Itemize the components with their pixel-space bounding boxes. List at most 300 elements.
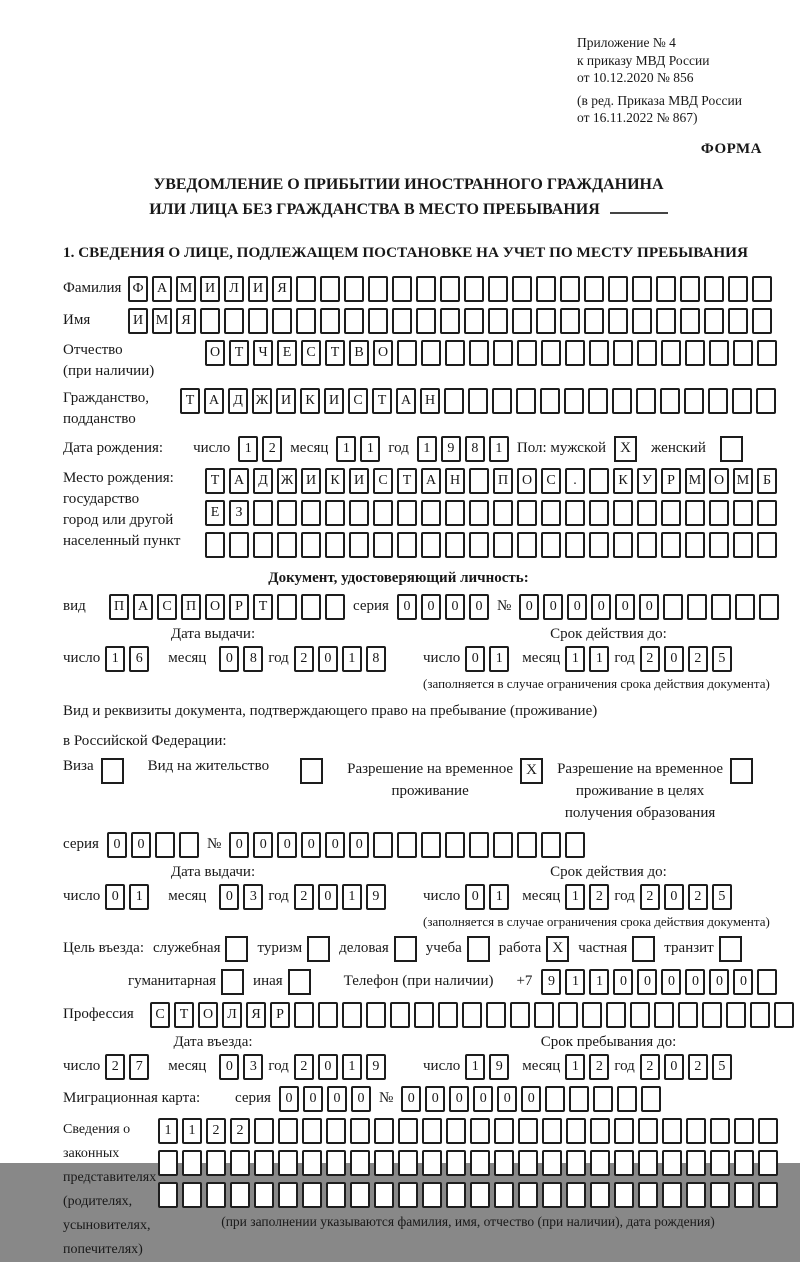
char-cell xyxy=(278,1118,298,1144)
birth-day-label: число xyxy=(193,440,231,456)
char-cell xyxy=(349,532,369,558)
char-cell: С xyxy=(373,468,393,494)
char-cell xyxy=(464,308,484,334)
char-cell: 2 xyxy=(688,884,708,910)
legal-reps-note: (при заполнении указываются фамилия, имя, отчество (при наличии), дата рождения) xyxy=(221,1213,715,1229)
entry-day-cells xyxy=(105,1054,149,1080)
char-cell xyxy=(662,1150,682,1176)
profession-cells xyxy=(150,1002,794,1028)
residence-expiry-month-label: месяц xyxy=(522,888,561,904)
char-cell xyxy=(685,500,705,526)
phone-cells xyxy=(541,969,777,995)
identity-doc-kind-label: вид xyxy=(63,598,86,614)
char-cell: 2 xyxy=(688,1054,708,1080)
char-cell: А xyxy=(152,276,172,302)
visa-label: Виза xyxy=(63,757,94,774)
char-cell xyxy=(565,340,585,366)
char-cell: 2 xyxy=(206,1118,226,1144)
char-cell xyxy=(397,500,417,526)
char-cell xyxy=(636,388,656,414)
char-cell xyxy=(613,500,633,526)
char-cell: 6 xyxy=(129,646,149,672)
char-cell xyxy=(608,276,628,302)
identity-doc-number-cells xyxy=(519,594,779,620)
char-cell: 0 xyxy=(543,594,563,620)
char-cell: 0 xyxy=(591,594,611,620)
residence-expiry-heading: Срок действия до: xyxy=(550,863,667,880)
legal-reps-cells-row1 xyxy=(158,1118,778,1144)
entry-year-cells xyxy=(294,1054,386,1080)
birth-place-cells-row1 xyxy=(205,468,777,494)
char-cell: 1 xyxy=(336,436,356,462)
char-cell xyxy=(182,1182,202,1208)
char-cell: 0 xyxy=(519,594,539,620)
char-cell xyxy=(294,1002,314,1028)
char-cell: 5 xyxy=(712,884,732,910)
char-cell xyxy=(756,388,776,414)
appendix-line-1: Приложение № 4 xyxy=(577,35,676,50)
char-cell xyxy=(637,532,657,558)
char-cell xyxy=(704,308,724,334)
char-cell: 0 xyxy=(664,884,684,910)
char-cell xyxy=(397,532,417,558)
char-cell: С xyxy=(157,594,177,620)
char-cell xyxy=(654,1002,674,1028)
char-cell xyxy=(685,532,705,558)
char-cell xyxy=(536,276,556,302)
citizenship-label-line1: Гражданство, xyxy=(63,389,150,406)
char-cell: 1 xyxy=(417,436,437,462)
revision-line-1: (в ред. Приказа МВД России xyxy=(577,92,742,108)
char-cell xyxy=(440,276,460,302)
char-cell xyxy=(206,1150,226,1176)
char-cell: 3 xyxy=(243,884,263,910)
birth-place-cells-row2 xyxy=(205,500,777,526)
char-cell xyxy=(704,276,724,302)
char-cell: О xyxy=(198,1002,218,1028)
char-cell xyxy=(422,1118,442,1144)
char-cell xyxy=(588,388,608,414)
char-cell xyxy=(398,1150,418,1176)
char-cell xyxy=(440,308,460,334)
surname-row xyxy=(63,276,794,302)
char-cell xyxy=(277,500,297,526)
char-cell xyxy=(469,500,489,526)
stay-day-label: число xyxy=(423,1058,461,1074)
char-cell: Ч xyxy=(253,340,273,366)
char-cell: А xyxy=(396,388,416,414)
purpose-study-checkbox xyxy=(467,936,490,962)
char-cell xyxy=(397,832,417,858)
char-cell: Я xyxy=(176,308,196,334)
char-cell: 0 xyxy=(107,832,127,858)
char-cell xyxy=(421,832,441,858)
char-cell: 1 xyxy=(489,436,509,462)
char-cell: Н xyxy=(420,388,440,414)
char-cell xyxy=(318,1002,338,1028)
legal-reps-label xyxy=(63,1118,158,1262)
char-cell xyxy=(253,532,273,558)
char-cell: 1 xyxy=(342,1054,362,1080)
purpose-option-study: учеба xyxy=(426,936,490,962)
migration-number-cells xyxy=(401,1086,661,1112)
visa-checkbox xyxy=(101,758,124,784)
char-cell xyxy=(545,1086,565,1112)
identity-doc-dates xyxy=(63,626,794,692)
char-cell: 5 xyxy=(712,646,732,672)
char-cell xyxy=(757,532,777,558)
identity-doc-heading: Документ, удостоверяющий личность: xyxy=(268,569,529,586)
legal-reps-label-line1: Сведения о xyxy=(63,1121,131,1137)
patronymic-cells xyxy=(205,340,777,366)
char-cell xyxy=(565,832,585,858)
char-cell xyxy=(560,308,580,334)
char-cell: 0 xyxy=(664,1054,684,1080)
identity-expiry-heading: Срок действия до: xyxy=(550,625,667,642)
identity-issue-year-cells xyxy=(294,646,386,672)
citizenship-label xyxy=(63,388,180,430)
residence-expiry-year-cells xyxy=(640,884,732,910)
char-cell xyxy=(349,500,369,526)
char-cell xyxy=(517,340,537,366)
char-cell: Ж xyxy=(277,468,297,494)
char-cell xyxy=(710,1118,730,1144)
char-cell: К xyxy=(325,468,345,494)
residence-permit-checkbox xyxy=(300,758,323,784)
birth-date-label: Дата рождения: xyxy=(63,440,164,456)
char-cell xyxy=(373,532,393,558)
char-cell xyxy=(759,594,779,620)
purpose-humanitarian-checkbox xyxy=(221,969,244,995)
given-name-row xyxy=(63,308,794,334)
temp-residence-edu-label-line3: получения образования xyxy=(564,804,716,821)
legal-reps-row xyxy=(63,1118,794,1262)
char-cell: 1 xyxy=(565,969,585,995)
char-cell xyxy=(350,1118,370,1144)
char-cell: 0 xyxy=(279,1086,299,1112)
char-cell: Я xyxy=(272,276,292,302)
char-cell xyxy=(493,340,513,366)
char-cell xyxy=(733,532,753,558)
char-cell xyxy=(614,1182,634,1208)
char-cell: 1 xyxy=(129,884,149,910)
title-line-2-text: ИЛИ ЛИЦА БЕЗ ГРАЖДАНСТВА В МЕСТО ПРЕБЫВАНИЯ xyxy=(149,200,600,218)
char-cell xyxy=(732,388,752,414)
birth-place-label xyxy=(63,468,205,552)
char-cell: Т xyxy=(229,340,249,366)
char-cell: О xyxy=(517,468,537,494)
char-cell xyxy=(663,594,683,620)
char-cell xyxy=(630,1002,650,1028)
char-cell: 1 xyxy=(565,1054,585,1080)
char-cell xyxy=(711,594,731,620)
legal-reps-label-line5: усыновителях, xyxy=(63,1217,151,1233)
char-cell xyxy=(493,500,513,526)
purpose-row-2 xyxy=(63,969,794,995)
char-cell: 0 xyxy=(733,969,753,995)
birth-place-label-line3: город или другой xyxy=(63,511,174,528)
char-cell: 0 xyxy=(685,969,705,995)
char-cell: 2 xyxy=(688,646,708,672)
char-cell xyxy=(414,1002,434,1028)
residence-doc-series-row xyxy=(63,832,794,858)
char-cell xyxy=(589,340,609,366)
surname-cells xyxy=(128,276,772,302)
temp-residence-edu-label-line2: проживание в целях xyxy=(575,782,705,799)
migration-series-label: серия xyxy=(235,1090,271,1106)
legal-reps-label-line3: представителях xyxy=(63,1169,157,1185)
char-cell xyxy=(325,594,345,620)
phone-label: Телефон (при наличии) xyxy=(343,973,494,989)
form-label: ФОРМА xyxy=(700,140,762,157)
identity-doc-kind-cells xyxy=(109,594,345,620)
char-cell: 0 xyxy=(301,832,321,858)
char-cell xyxy=(158,1150,178,1176)
appendix-line-2: к приказу МВД России xyxy=(577,52,710,68)
char-cell xyxy=(470,1118,490,1144)
char-cell xyxy=(757,969,777,995)
char-cell xyxy=(445,340,465,366)
char-cell: А xyxy=(421,468,441,494)
char-cell: 9 xyxy=(489,1054,509,1080)
char-cell xyxy=(735,594,755,620)
char-cell xyxy=(518,1118,538,1144)
migration-series-cells xyxy=(279,1086,371,1112)
char-cell xyxy=(397,340,417,366)
purpose-option-business: служебная xyxy=(153,936,249,962)
char-cell xyxy=(224,308,244,334)
char-cell: 1 xyxy=(360,436,380,462)
char-cell xyxy=(593,1086,613,1112)
residence-doc-intro-1: Вид и реквизиты документа, подтверждающего право на пребывание (проживание) xyxy=(63,702,598,719)
char-cell xyxy=(564,388,584,414)
char-cell: С xyxy=(301,340,321,366)
identity-issue-day-label: число xyxy=(63,650,101,666)
identity-doc-series-label: серия xyxy=(353,598,389,614)
char-cell xyxy=(488,276,508,302)
birth-place-row xyxy=(63,468,794,564)
char-cell xyxy=(518,1150,538,1176)
entry-dates xyxy=(63,1034,794,1080)
migration-card-label: Миграционная карта: xyxy=(63,1090,201,1106)
char-cell: 8 xyxy=(243,646,263,672)
legal-reps-label-line4: (родителях, xyxy=(63,1193,133,1209)
temp-residence-checkbox: X xyxy=(520,758,543,784)
char-cell xyxy=(757,500,777,526)
residence-expiry-note: (заполняется в случае ограничения срока действия документа) xyxy=(423,913,770,929)
char-cell: 5 xyxy=(712,1054,732,1080)
char-cell xyxy=(638,1150,658,1176)
char-cell xyxy=(301,532,321,558)
surname-label: Фамилия xyxy=(63,280,122,296)
char-cell xyxy=(464,276,484,302)
char-cell: М xyxy=(685,468,705,494)
char-cell xyxy=(254,1150,274,1176)
birth-year-cells xyxy=(417,436,509,462)
char-cell xyxy=(613,532,633,558)
char-cell xyxy=(541,832,561,858)
temp-residence-option xyxy=(347,758,543,802)
purpose-option-humanitarian: гуманитарная xyxy=(128,969,244,995)
char-cell: О xyxy=(205,594,225,620)
purpose-label: Цель въезда: xyxy=(63,940,144,956)
citizenship-label-line2: подданство xyxy=(63,410,136,427)
char-cell: 0 xyxy=(709,969,729,995)
char-cell: И xyxy=(301,468,321,494)
char-cell xyxy=(734,1150,754,1176)
char-cell: 1 xyxy=(565,646,585,672)
birth-month-label: месяц xyxy=(290,440,329,456)
char-cell: И xyxy=(128,308,148,334)
char-cell xyxy=(253,500,273,526)
char-cell xyxy=(374,1150,394,1176)
identity-issue-year-label: год xyxy=(268,650,289,666)
char-cell xyxy=(517,832,537,858)
char-cell: Л xyxy=(224,276,244,302)
identity-expiry-year-cells xyxy=(640,646,732,672)
identity-expiry-month-label: месяц xyxy=(522,650,561,666)
char-cell: П xyxy=(109,594,129,620)
char-cell xyxy=(558,1002,578,1028)
char-cell: 1 xyxy=(589,969,609,995)
char-cell xyxy=(565,500,585,526)
char-cell xyxy=(541,340,561,366)
residence-expiry-year-label: год xyxy=(614,888,635,904)
char-cell xyxy=(374,1182,394,1208)
profession-label: Профессия xyxy=(63,1006,134,1022)
char-cell xyxy=(613,340,633,366)
char-cell xyxy=(302,1182,322,1208)
char-cell: У xyxy=(637,468,657,494)
char-cell xyxy=(512,308,532,334)
purpose-row-1 xyxy=(63,936,794,962)
char-cell: 0 xyxy=(131,832,151,858)
temp-residence-edu-option xyxy=(557,758,753,824)
residence-number-label: № xyxy=(206,836,222,852)
char-cell xyxy=(709,532,729,558)
residence-doc-dates xyxy=(63,864,794,930)
char-cell: С xyxy=(541,468,561,494)
char-cell xyxy=(301,594,321,620)
char-cell: 9 xyxy=(541,969,561,995)
document-title xyxy=(63,172,754,222)
entry-date-heading: Дата въезда: xyxy=(173,1033,253,1050)
char-cell: Р xyxy=(229,594,249,620)
identity-expiry-note: (заполняется в случае ограничения срока действия документа) xyxy=(423,675,770,691)
char-cell: 0 xyxy=(303,1086,323,1112)
char-cell: Р xyxy=(661,468,681,494)
char-cell xyxy=(590,1150,610,1176)
char-cell: 7 xyxy=(129,1054,149,1080)
char-cell xyxy=(302,1150,322,1176)
char-cell: 0 xyxy=(469,594,489,620)
char-cell xyxy=(158,1182,178,1208)
identity-doc-series-cells xyxy=(397,594,489,620)
char-cell xyxy=(708,388,728,414)
char-cell: З xyxy=(229,500,249,526)
legal-reps-cells xyxy=(158,1118,778,1230)
char-cell: И xyxy=(324,388,344,414)
char-cell xyxy=(685,340,705,366)
char-cell: 1 xyxy=(105,646,125,672)
char-cell xyxy=(758,1150,778,1176)
char-cell xyxy=(662,1182,682,1208)
section1-title: 1. СВЕДЕНИЯ О ЛИЦЕ, ПОДЛЕЖАЩЕМ ПОСТАНОВКЕ НА УЧЕТ ПО МЕСТУ ПРЕБЫВАНИЯ xyxy=(63,243,748,261)
migration-card-row xyxy=(63,1086,794,1112)
char-cell: 0 xyxy=(327,1086,347,1112)
char-cell xyxy=(517,500,537,526)
char-cell xyxy=(486,1002,506,1028)
sex-female-label: женский xyxy=(651,440,706,456)
stay-month-label: месяц xyxy=(522,1058,561,1074)
char-cell xyxy=(726,1002,746,1028)
char-cell xyxy=(469,340,489,366)
char-cell: О xyxy=(205,340,225,366)
char-cell xyxy=(589,468,609,494)
char-cell: 0 xyxy=(664,646,684,672)
char-cell: Т xyxy=(174,1002,194,1028)
char-cell: 2 xyxy=(589,1054,609,1080)
char-cell: 2 xyxy=(230,1118,250,1144)
char-cell xyxy=(344,276,364,302)
char-cell xyxy=(493,832,513,858)
char-cell xyxy=(200,308,220,334)
char-cell: 0 xyxy=(567,594,587,620)
char-cell xyxy=(660,388,680,414)
patronymic-label xyxy=(63,340,205,382)
char-cell: 1 xyxy=(342,646,362,672)
char-cell: 9 xyxy=(366,884,386,910)
birth-place-label-line4: населенный пункт xyxy=(63,532,181,549)
char-cell xyxy=(469,468,489,494)
purpose-other-checkbox xyxy=(288,969,311,995)
char-cell xyxy=(373,500,393,526)
residence-series-cells xyxy=(107,832,199,858)
char-cell: 1 xyxy=(238,436,258,462)
char-cell xyxy=(326,1118,346,1144)
char-cell xyxy=(230,1150,250,1176)
char-cell xyxy=(566,1150,586,1176)
char-cell xyxy=(518,1182,538,1208)
char-cell xyxy=(229,532,249,558)
appendix-block xyxy=(577,34,762,127)
patronymic-label-line1: Отчество xyxy=(63,341,123,358)
identity-issue-heading: Дата выдачи: xyxy=(170,625,256,642)
char-cell: К xyxy=(300,388,320,414)
title-line-2 xyxy=(63,197,754,222)
char-cell xyxy=(302,1118,322,1144)
char-cell: Ж xyxy=(252,388,272,414)
char-cell xyxy=(606,1002,626,1028)
char-cell xyxy=(254,1118,274,1144)
temp-residence-edu-checkbox xyxy=(730,758,753,784)
char-cell: М xyxy=(152,308,172,334)
profession-row xyxy=(63,1002,794,1028)
char-cell xyxy=(584,276,604,302)
char-cell xyxy=(325,532,345,558)
char-cell xyxy=(254,1182,274,1208)
char-cell xyxy=(541,500,561,526)
char-cell xyxy=(422,1150,442,1176)
residence-issue-year-label: год xyxy=(268,888,289,904)
char-cell: 1 xyxy=(158,1118,178,1144)
char-cell: 0 xyxy=(325,832,345,858)
char-cell: 0 xyxy=(349,832,369,858)
residence-series-label: серия xyxy=(63,836,99,852)
char-cell: 3 xyxy=(243,1054,263,1080)
residence-issue-day-label: число xyxy=(63,888,101,904)
temp-residence-label xyxy=(347,758,513,802)
